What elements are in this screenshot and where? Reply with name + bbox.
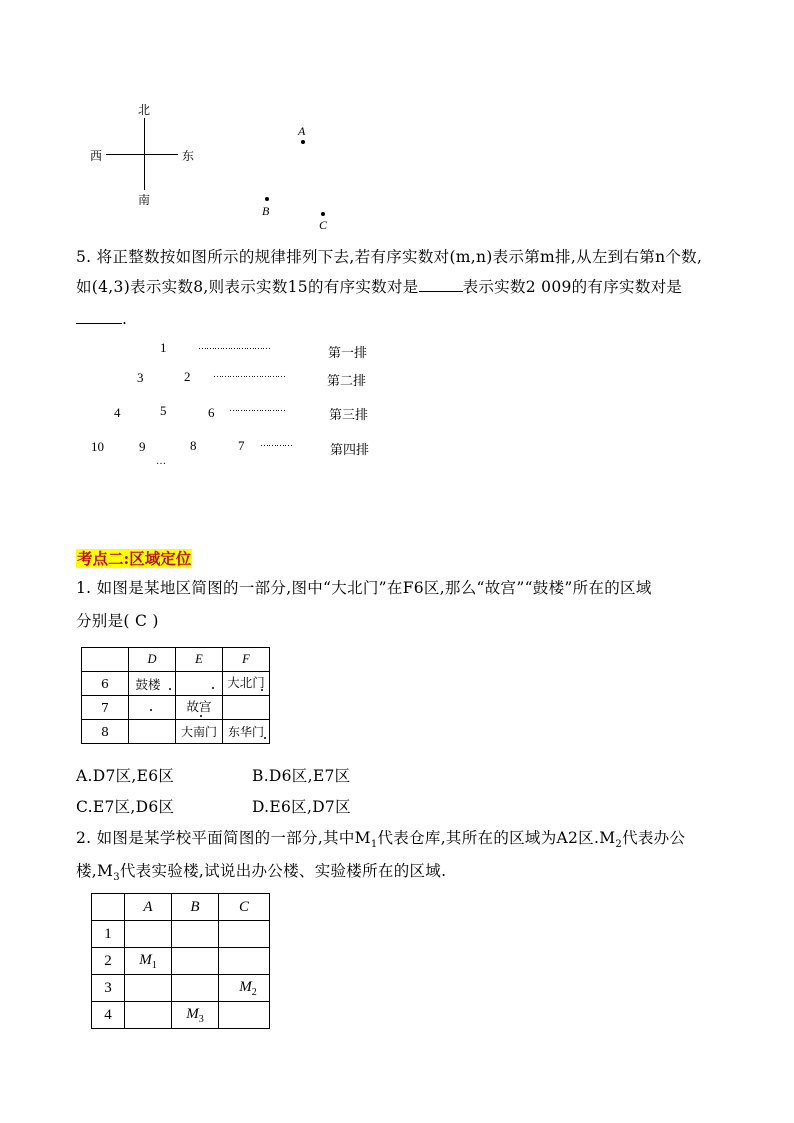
q2-cell-a1 bbox=[125, 921, 172, 948]
q1-cell-d6-label: 鼓楼 bbox=[135, 676, 161, 692]
q2-cell-b2 bbox=[172, 948, 219, 975]
q2-col-header-c: C bbox=[219, 894, 270, 921]
row2-number-1: 3 bbox=[137, 370, 144, 385]
q2-cell-c1 bbox=[219, 921, 270, 948]
q1-dot-e6 bbox=[212, 687, 214, 689]
q2-line2-part2: 代表实验楼,试说出办公楼、实验楼所在的区域. bbox=[119, 862, 447, 880]
row3-number-3: 6 bbox=[208, 405, 215, 420]
q2-row-header-4: 4 bbox=[92, 1002, 125, 1029]
q2-row-header-2: 2 bbox=[92, 948, 125, 975]
q1-dot-d6 bbox=[169, 688, 171, 690]
compass-horizontal-line bbox=[106, 154, 178, 155]
q1-dot-d7 bbox=[150, 709, 152, 711]
q2-cell-b1 bbox=[172, 921, 219, 948]
point-c-label: C bbox=[319, 218, 328, 232]
q1-cell-d6 bbox=[129, 672, 176, 696]
row3-label: 第三排 bbox=[329, 408, 369, 423]
q2-cell-c4 bbox=[219, 1002, 270, 1029]
q2-cell-a3 bbox=[125, 975, 172, 1002]
row4-dots: ………… bbox=[260, 438, 292, 448]
row2-dots: ……………………… bbox=[213, 369, 285, 379]
q2-line1-part2: 代表仓库,其所在的区域为A2区.M bbox=[377, 829, 616, 847]
q1-cell-f7 bbox=[223, 696, 270, 720]
compass-west-label: 西 bbox=[90, 149, 103, 163]
point-b-dot bbox=[265, 197, 269, 201]
q1-option-d: D.E6区,D7区 bbox=[252, 798, 351, 816]
section2-title bbox=[76, 547, 192, 569]
q2-line1-sub2: 2 bbox=[615, 839, 623, 851]
q2-school-grid bbox=[91, 893, 270, 1029]
q1-cell-e8-label: 大南门 bbox=[180, 725, 217, 739]
row3-number-2: 5 bbox=[160, 403, 167, 418]
q2-cell-c3 bbox=[219, 975, 270, 1002]
q1-cell-e8 bbox=[176, 720, 223, 744]
q5-answer-blank-2 bbox=[76, 323, 122, 324]
q2-line2 bbox=[76, 855, 446, 894]
q1-line1: 1. 如图是某地区简图的一部分,图中“大北门”在F6区,那么“故宫”“鼓楼”所在的区域 bbox=[76, 579, 652, 597]
q1-line2: 分别是( C ) bbox=[76, 612, 159, 630]
q2-row-header-1: 1 bbox=[92, 921, 125, 948]
q1-row-header-7: 7 bbox=[82, 696, 129, 720]
q2-m2-letter: M bbox=[239, 978, 252, 995]
point-c-dot bbox=[321, 212, 325, 216]
q2-grid-corner bbox=[92, 894, 125, 921]
q1-option-b: B.D6区,E7区 bbox=[252, 767, 351, 785]
point-b-label: B bbox=[262, 204, 270, 218]
row4-number-2: 9 bbox=[139, 439, 146, 454]
q2-cell-c2 bbox=[219, 948, 270, 975]
q1-grid-corner bbox=[82, 648, 129, 672]
rows-continuation: … bbox=[156, 456, 166, 467]
q2-line1-part3: 代表办公 bbox=[622, 829, 686, 847]
row1-label: 第一排 bbox=[328, 346, 368, 361]
row3-dots: ………………… bbox=[229, 403, 285, 413]
q1-row-header-8: 8 bbox=[82, 720, 129, 744]
q1-col-header-e: E bbox=[176, 648, 223, 672]
section2-title-text: 考点二:区域定位 bbox=[77, 549, 192, 568]
q2-m3-sub: 3 bbox=[198, 1013, 204, 1025]
q2-col-header-a: A bbox=[125, 894, 172, 921]
q2-cell-b4 bbox=[172, 1002, 219, 1029]
q1-cell-e7-label: 故宫 bbox=[186, 698, 212, 714]
q2-m1-letter: M bbox=[139, 951, 152, 968]
q1-cell-d7 bbox=[129, 696, 176, 720]
q5-line2-part1: 如(4,3)表示实数8,则表示实数15的有序实数对是 bbox=[76, 278, 419, 296]
q1-cell-f6-label: 大北门 bbox=[227, 674, 265, 690]
q2-cell-a2 bbox=[125, 948, 172, 975]
q1-cell-d8 bbox=[129, 720, 176, 744]
q5-line3 bbox=[76, 303, 127, 335]
row2-label: 第二排 bbox=[327, 374, 367, 389]
compass-south-label: 南 bbox=[138, 193, 151, 207]
q2-m2-sub: 2 bbox=[251, 986, 257, 998]
q1-col-header-d: D bbox=[129, 648, 176, 672]
row4-number-1: 10 bbox=[91, 439, 104, 454]
q1-dot-f8 bbox=[264, 737, 266, 739]
q2-line1-part1: 2. 如图是某学校平面简图的一部分,其中M bbox=[76, 829, 371, 847]
q2-row-header-3: 3 bbox=[92, 975, 125, 1002]
q1-cell-e7 bbox=[176, 696, 223, 720]
q5-line1: 5. 将正整数按如图所示的规律排列下去,若有序实数对(m,n)表示第m排,从左到右第n个数, bbox=[76, 248, 703, 266]
q1-row-header-6: 6 bbox=[82, 672, 129, 696]
row3-number-1: 4 bbox=[114, 405, 121, 420]
q2-cell-b3 bbox=[172, 975, 219, 1002]
row4-label: 第四排 bbox=[330, 443, 370, 458]
row4-number-4: 7 bbox=[238, 438, 245, 453]
compass-north-label: 北 bbox=[138, 103, 151, 117]
q1-dot-f6 bbox=[261, 689, 263, 691]
q1-option-c: C.E7区,D6区 bbox=[76, 798, 175, 816]
q5-line2 bbox=[76, 271, 682, 303]
point-a-label: A bbox=[298, 124, 306, 138]
q1-option-a: A.D7区,E6区 bbox=[76, 767, 175, 785]
q1-map-grid bbox=[81, 647, 270, 744]
q2-cell-a4 bbox=[125, 1002, 172, 1029]
q2-line2-sub3: 3 bbox=[113, 872, 120, 884]
q2-line2-part1: 楼,M bbox=[76, 862, 114, 880]
q2-m3-label bbox=[186, 1005, 204, 1025]
row2-number-2: 2 bbox=[184, 369, 191, 384]
q2-m1-sub: 1 bbox=[151, 959, 157, 971]
q1-cell-f6 bbox=[223, 672, 270, 696]
q5-line2-part2: 表示实数2 009的有序实数对是 bbox=[462, 278, 683, 296]
row1-dots: ……………………… bbox=[198, 341, 270, 351]
q5-answer-blank-1 bbox=[419, 291, 463, 292]
q1-cell-f8 bbox=[223, 720, 270, 744]
compass-east-label: 东 bbox=[182, 149, 195, 163]
q1-cell-f8-label: 东华门 bbox=[227, 725, 264, 739]
q2-col-header-b: B bbox=[172, 894, 219, 921]
row4-number-3: 8 bbox=[190, 438, 197, 453]
q2-m2-label bbox=[239, 978, 257, 998]
q1-cell-e6 bbox=[176, 672, 223, 696]
row1-number-1: 1 bbox=[160, 340, 167, 355]
q1-col-header-f: F bbox=[223, 648, 270, 672]
q5-line3-period: . bbox=[122, 310, 128, 328]
q2-m1-label bbox=[139, 951, 157, 971]
point-a-dot bbox=[301, 140, 305, 144]
q1-dot-e7 bbox=[200, 715, 202, 717]
q2-line1-sub1: 1 bbox=[370, 839, 378, 851]
q2-m3-letter: M bbox=[186, 1005, 199, 1022]
